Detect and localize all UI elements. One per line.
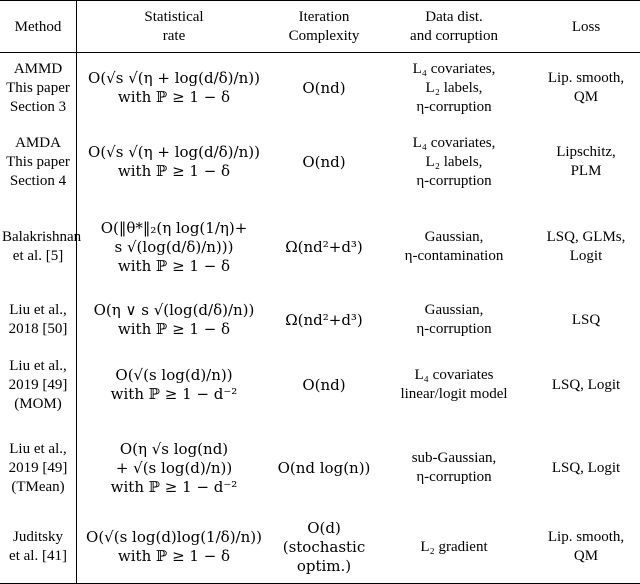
complexity-cell (272, 423, 376, 513)
loss-cell (532, 293, 640, 347)
complexity-cell (272, 347, 376, 423)
loss-cell (532, 347, 640, 423)
table-row (0, 347, 640, 423)
loss-cell (532, 513, 640, 581)
loss-text: Lip. smooth, QM (547, 529, 625, 564)
method-cell (0, 53, 76, 123)
complexity-text: Ω(nd²+d³) (285, 237, 363, 256)
header-loss: Loss (571, 18, 601, 35)
rate-cell (76, 53, 272, 123)
rate-probability: with ℙ ≥ 1 − δ (117, 256, 231, 275)
header-data-text: Data dist. and corruption (410, 9, 498, 44)
rate-probability: with ℙ ≥ 1 − δ (117, 320, 231, 338)
data-text: L₄ covariates linear/logit model (400, 367, 508, 402)
table-row (0, 53, 640, 123)
rate-probability: with ℙ ≥ 1 − d⁻² (110, 477, 238, 496)
complexity-cell (272, 123, 376, 201)
method-cell (0, 293, 76, 347)
table-row (0, 423, 640, 513)
method-text: Juditsky et al. [41] (9, 529, 67, 564)
data-cell (376, 201, 532, 293)
rate-cell (76, 423, 272, 513)
header-rate-text: Statistical rate (144, 9, 204, 44)
rate-probability: with ℙ ≥ 1 − d⁻² (110, 385, 238, 403)
method-cell (0, 423, 76, 513)
rate-formula: O(√s √(η + log(d/δ)/n)) (88, 143, 260, 161)
complexity-cell (272, 293, 376, 347)
rate-cell (76, 201, 272, 293)
data-text: Gaussian, η-contamination (404, 229, 504, 264)
header-method: Method (14, 18, 62, 35)
rate-formula-line2: + √(s log(d)/n)) (115, 458, 233, 477)
loss-text: LSQ, Logit (551, 376, 621, 393)
complexity-cell (272, 53, 376, 123)
loss-cell (532, 201, 640, 293)
method-text: AMDA This paper Section 4 (6, 134, 70, 189)
method-cell (0, 347, 76, 423)
data-text: L₂ gradient (420, 538, 488, 555)
loss-cell (532, 53, 640, 123)
data-text: Gaussian, η-corruption (416, 302, 492, 337)
data-cell (376, 53, 532, 123)
data-text: L₄ covariates, L₂ labels, η-corruption (412, 134, 496, 189)
data-text: L₄ covariates, L₂ labels, η-corruption (412, 60, 496, 115)
rate-formula: O(η ∨ s √(log(d/δ)/n)) (93, 301, 255, 319)
complexity-text: O(nd) (302, 78, 346, 97)
header-rate (76, 1, 272, 53)
complexity-text: O(nd) (302, 152, 346, 171)
loss-text: LSQ, Logit (551, 459, 621, 476)
complexity-text: Ω(nd²+d³) (285, 310, 363, 329)
method-text: Balakrishnan et al. [5] (2, 229, 82, 264)
method-text: Liu et al., 2019 [49] (MOM) (8, 357, 68, 412)
header-complexity (272, 1, 376, 53)
data-cell (376, 513, 532, 581)
rate-formula: O(√(s log(d)/n)) (115, 366, 233, 384)
data-cell (376, 123, 532, 201)
rate-formula-line1: O(η √s log(nd) (119, 439, 229, 458)
complexity-text: O(nd) (302, 375, 346, 394)
method-text: Liu et al., 2019 [49] (TMean) (8, 440, 68, 495)
complexity-text: O(d) (stochastic optim.) (282, 518, 366, 575)
rate-cell (76, 513, 272, 581)
complexity-cell (272, 513, 376, 581)
loss-text: LSQ (571, 311, 601, 328)
rate-cell (76, 123, 272, 201)
header-row (0, 1, 640, 53)
method-cell (0, 513, 76, 581)
loss-text: Lip. smooth, QM (547, 70, 625, 105)
data-text: sub-Gaussian, η-corruption (411, 450, 497, 485)
header-data (376, 1, 532, 53)
rate-formula-line2: s √(log(d/δ)/n))) (114, 237, 234, 256)
rate-formula: O(√s √(η + log(d/δ)/n)) (88, 69, 260, 87)
rate-probability: with ℙ ≥ 1 − δ (117, 547, 231, 565)
rate-probability: with ℙ ≥ 1 − δ (117, 88, 231, 106)
method-text: Liu et al., 2018 [50] (8, 302, 68, 337)
comparison-table (0, 1, 640, 581)
data-cell (376, 423, 532, 513)
loss-cell (532, 123, 640, 201)
table-row (0, 201, 640, 293)
method-cell (0, 123, 76, 201)
loss-text: Lipschitz, PLM (556, 144, 616, 179)
rate-formula-line1: O(‖θ*‖₂(η log(1/η)+ (100, 218, 248, 237)
table-row (0, 293, 640, 347)
table-row (0, 123, 640, 201)
data-cell (376, 293, 532, 347)
rate-formula: O(√(s log(d)log(1/δ)/n)) (86, 528, 262, 546)
complexity-text: O(nd log(n)) (277, 458, 371, 477)
table-row (0, 513, 640, 581)
rate-probability: with ℙ ≥ 1 − δ (117, 162, 231, 180)
method-cell (0, 201, 82, 293)
rate-cell (76, 293, 272, 347)
complexity-cell (272, 201, 376, 293)
rate-cell (76, 347, 272, 423)
data-cell (376, 347, 532, 423)
header-complexity-text: Iteration Complexity (288, 9, 360, 44)
loss-text: LSQ, GLMs, Logit (546, 229, 626, 264)
method-text: AMMD This paper Section 3 (6, 60, 70, 115)
loss-cell (532, 423, 640, 513)
